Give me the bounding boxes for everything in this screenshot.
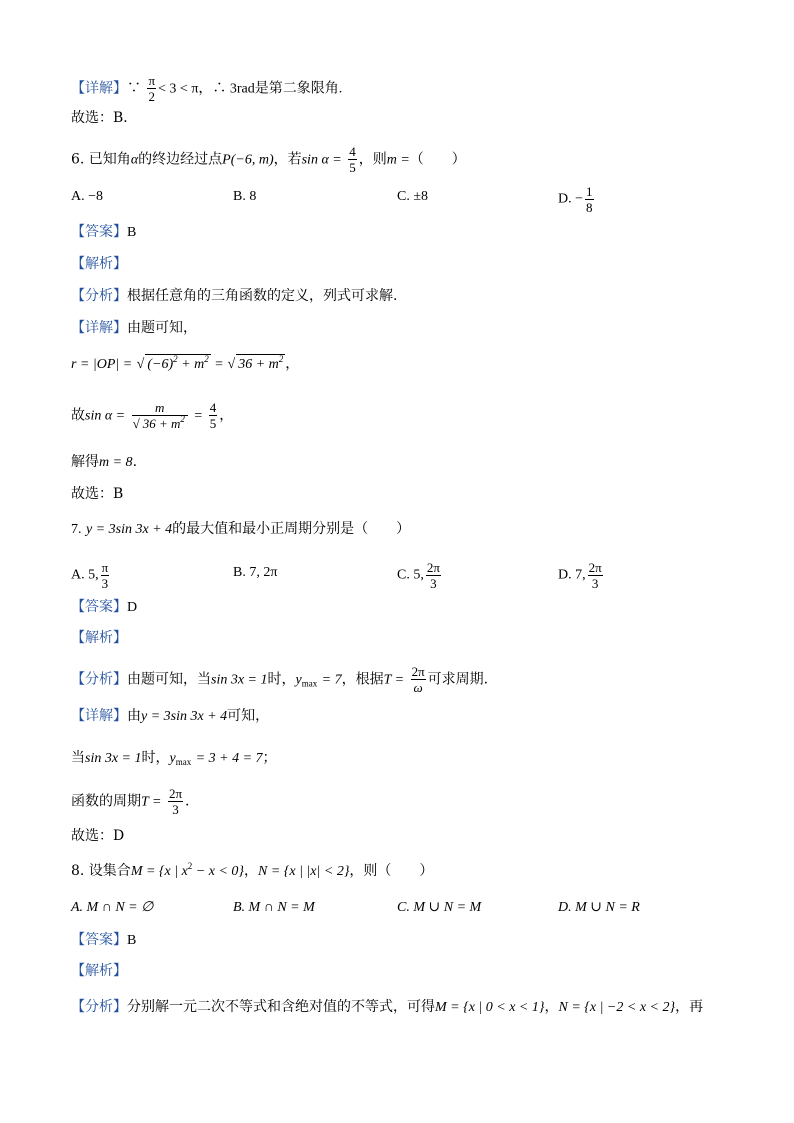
q8-option-d[interactable]: D. M ∪ N = R — [558, 900, 640, 915]
q6-detail: 【详解】由题可知， — [71, 320, 197, 336]
q8-option-b[interactable]: B. M ∩ N = M — [233, 900, 315, 915]
q8-answer: 【答案】B — [71, 932, 137, 948]
q8-option-c[interactable]: C. M ∪ N = M — [397, 900, 482, 915]
fraction-2pi-3-d: $\frac{2\pi}{3}$ — [588, 560, 602, 591]
q6-solve: 解得m = 8. — [71, 454, 138, 470]
q7-stem: 7. y = 3sin 3x + 4的最大值和最小正周期分别是（ ） — [71, 521, 411, 537]
q7-option-b[interactable]: B. 7, 2π — [233, 565, 278, 580]
sqrt-expression-1: $(-6)^2 + m^2$ — [145, 354, 210, 375]
q6-option-a[interactable]: A. −8 — [71, 189, 104, 204]
q7-choice: 故选：D — [71, 828, 125, 844]
fraction-pi-over-2: $\frac{\pi}{2}$ — [148, 73, 156, 104]
fraction-2pi-3: $\frac{2\pi}{3}$ — [426, 560, 440, 591]
q7-answer: 【答案】D — [71, 599, 138, 615]
q7-detail: 【详解】由y = 3sin 3x + 4可知， — [71, 708, 270, 724]
sqrt-expression-2: $36 + m^2$ — [236, 354, 285, 375]
q6-answer: 【答案】B — [71, 224, 137, 240]
because-symbol: ∵ — [127, 80, 141, 97]
detail-label: 【详解】 — [71, 80, 127, 97]
q7-option-d[interactable]: D. 7, $\frac{2\pi}{3}$ — [558, 560, 602, 591]
q6-sin-line: 故sin α = $\frac{m}{√ 36 + m^2}$ = $\frac{4}{5}$ ， — [71, 400, 234, 431]
q7-period: 函数的周期T = $\frac{2\pi}{3}$ . — [71, 786, 190, 817]
q6-r-line: r = |OP| = √ $(-6)^2 + m^2$ = √ $36 + m^2$ ， — [71, 354, 299, 375]
fraction-pi-3: $\frac{\pi}{3}$ — [101, 560, 109, 591]
fraction-m-over-sqrt: $\frac{m}{√ 36 + m^2}$ — [132, 400, 188, 431]
q8-option-a[interactable]: A. M ∩ N = ∅ — [71, 900, 154, 915]
q6-option-c[interactable]: C. ±8 — [397, 189, 429, 204]
q6-analyze: 【分析】根据任意角的三角函数的定义，列式可求解. — [71, 288, 398, 304]
q8-stem: 8. 设集合M = {x | $x^2 - x < 0$}，N = {x | |x| < 2}，则（ ） — [71, 861, 434, 879]
fraction-4-5: $\frac{4}{5}$ — [349, 144, 356, 175]
q6-choice: 故选：B — [71, 486, 124, 502]
q7-analyze: 【分析】由题可知，当sin 3x = 1时，$y_{max} = 7$，根据T = $\frac{2\pi}{\omega}$ 可求周期. — [71, 664, 489, 695]
q7-detail-2: 当sin 3x = 1时，$y_{max} = 3 + 4 = 7$； — [71, 750, 277, 767]
q7-analysis-label: 【解析】 — [71, 630, 127, 646]
q5-detail-line — [71, 73, 342, 104]
q5-choice: 故选：B． — [71, 110, 138, 126]
fraction-2pi-omega: $\frac{2\pi}{\omega}$ — [411, 664, 425, 695]
q8-analyze: 【分析】分别解一元二次不等式和含绝对值的不等式，可得M = {x | 0 < x < 1}，N = {x | −2 < x < 2}，再 — [71, 999, 704, 1015]
q7-option-c[interactable]: C. 5, $\frac{2\pi}{3}$ — [397, 560, 440, 591]
fraction-1-8: $\frac{1}{8}$ — [586, 184, 593, 215]
q6-option-b[interactable]: B. 8 — [233, 189, 257, 204]
q6-option-d[interactable]: D. − $\frac{1}{8}$ — [558, 184, 593, 215]
q7-option-a[interactable]: A. 5, $\frac{\pi}{3}$ — [71, 560, 109, 591]
fraction-2pi-3-b: $\frac{2\pi}{3}$ — [168, 786, 183, 817]
q6-stem: 6. 已知角α的终边经过点P(−6, m)，若sin α = $\frac{4}{5}$ ，则m =（ ） — [71, 144, 466, 175]
q5-detail-text: < 3 < π，∴ 3rad是第二象限角. — [158, 81, 343, 97]
q8-analysis-label: 【解析】 — [71, 963, 127, 979]
q6-analysis-label: 【解析】 — [71, 256, 127, 272]
fraction-4-5-b: $\frac{4}{5}$ — [209, 400, 217, 431]
